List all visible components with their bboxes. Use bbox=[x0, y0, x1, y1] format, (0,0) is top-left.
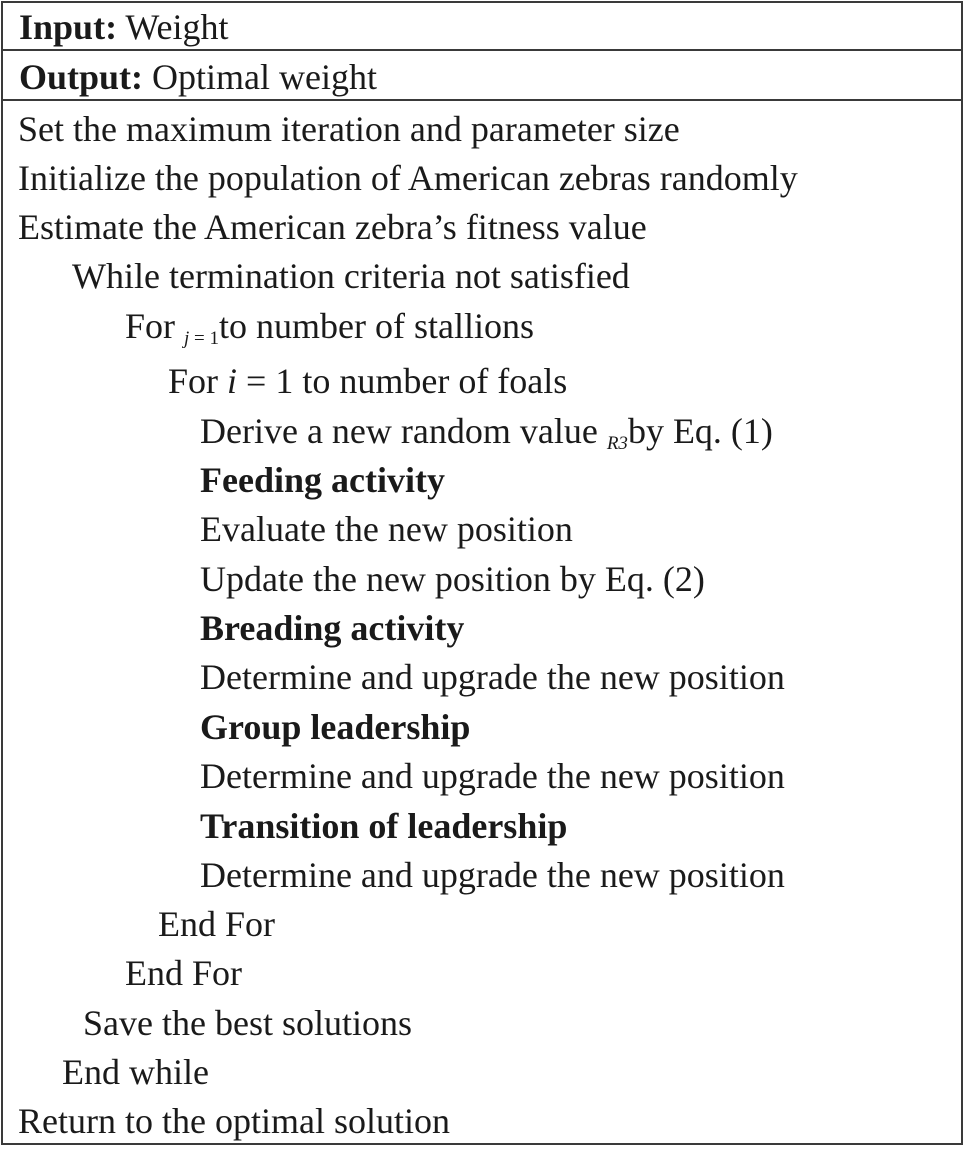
math-j: j bbox=[184, 328, 190, 349]
heading-transition-leadership: Transition of leadership bbox=[200, 806, 568, 846]
step-determine-upgrade-3: Determine and upgrade the new position bbox=[200, 855, 785, 895]
step-for-stallions bbox=[125, 304, 534, 355]
for-keyword: For bbox=[125, 306, 185, 346]
for-rest: to number of stallions bbox=[219, 306, 534, 346]
input-row bbox=[1, 1, 963, 51]
step-return-optimal: Return to the optimal solution bbox=[18, 1101, 450, 1141]
step-evaluate-position: Evaluate the new position bbox=[200, 509, 573, 549]
step-derive-random bbox=[200, 409, 773, 460]
input-value: Weight bbox=[117, 7, 229, 47]
heading-feeding-activity: Feeding activity bbox=[200, 460, 445, 500]
math-r3: R3 bbox=[606, 433, 628, 454]
output-value: Optimal weight bbox=[143, 57, 377, 97]
step-save-best: Save the best solutions bbox=[83, 1003, 412, 1043]
math-eq: = 1 bbox=[189, 328, 220, 349]
for-keyword: For bbox=[168, 361, 228, 401]
step-determine-upgrade-1: Determine and upgrade the new position bbox=[200, 657, 785, 697]
output-label: Output: bbox=[19, 57, 144, 97]
output-row bbox=[1, 51, 963, 101]
output-line bbox=[19, 55, 377, 99]
step-while-loop: While termination criteria not satisfied bbox=[72, 256, 630, 296]
step-set-max-iteration: Set the maximum iteration and parameter size bbox=[18, 109, 680, 149]
input-line bbox=[19, 5, 229, 49]
step-end-while: End while bbox=[62, 1052, 209, 1092]
step-determine-upgrade-2: Determine and upgrade the new position bbox=[200, 756, 785, 796]
math-eq: = 1 bbox=[237, 361, 294, 401]
input-label: Input: bbox=[19, 7, 118, 47]
step-estimate-fitness: Estimate the American zebra’s fitness value bbox=[18, 207, 647, 247]
for-rest: to number of foals bbox=[293, 361, 568, 401]
step-end-for-outer: End For bbox=[125, 953, 242, 993]
step-end-for-inner: End For bbox=[158, 904, 275, 944]
step-for-foals bbox=[168, 359, 567, 403]
math-i: i bbox=[227, 361, 238, 401]
step-initialize-population: Initialize the population of American zebras randomly bbox=[18, 158, 798, 198]
heading-breading-activity: Breading activity bbox=[200, 608, 465, 648]
step-update-position: Update the new position by Eq. (2) bbox=[200, 559, 705, 599]
derive-rest: by Eq. (1) bbox=[627, 411, 773, 451]
derive-text: Derive a new random value bbox=[200, 411, 607, 451]
heading-group-leadership: Group leadership bbox=[200, 707, 471, 747]
